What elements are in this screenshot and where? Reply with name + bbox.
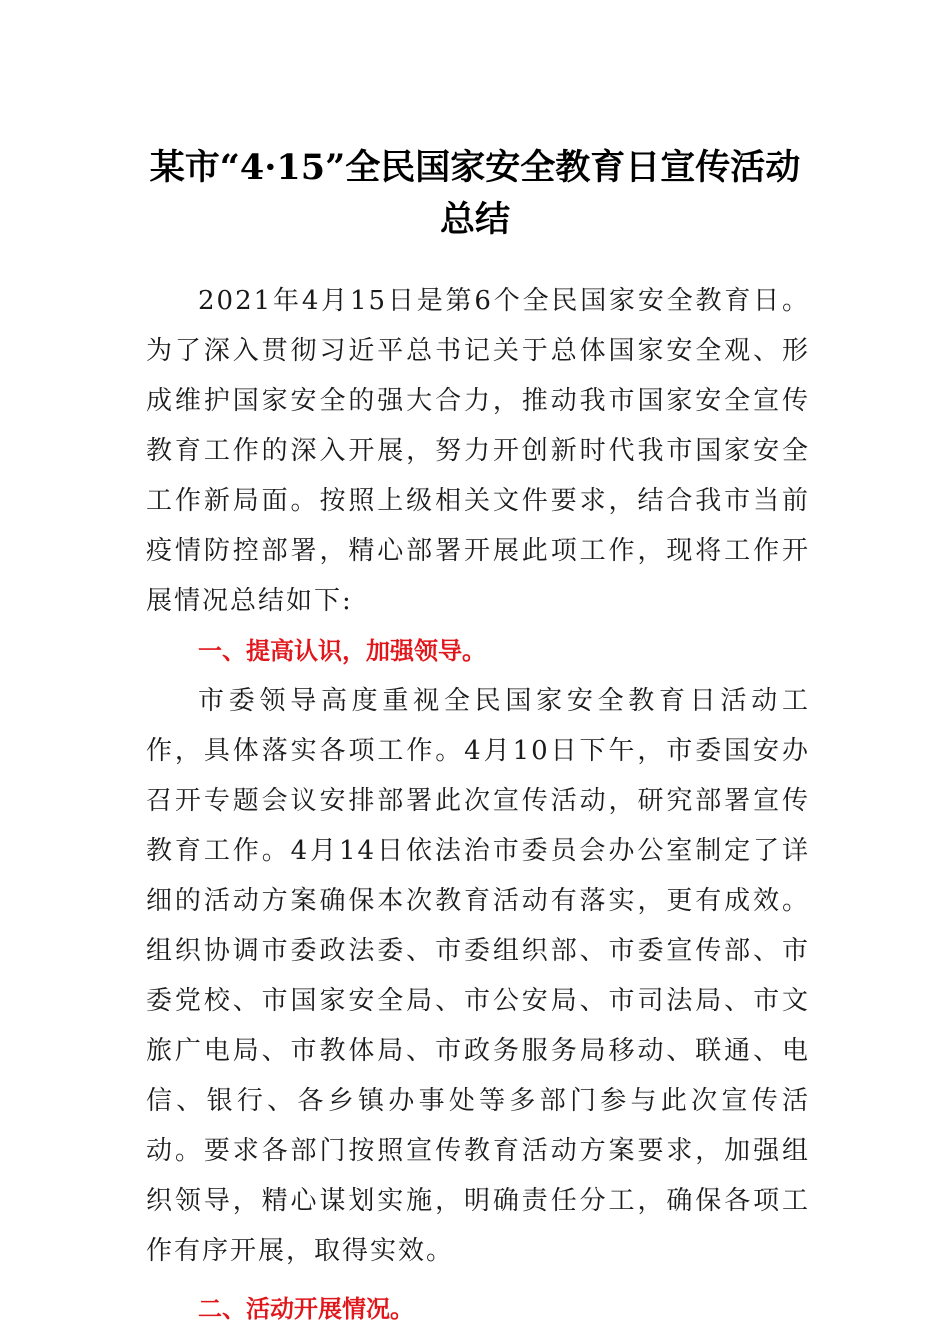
document-title: 某市“4·15”全民国家安全教育日宣传活动总结 [149, 147, 801, 240]
intro-paragraph: 2021年4月15日是第6个全民国家安全教育日。为了深入贯彻习近平总书记关于总体国家安全观、形成维护国家安全的强大合力，推动我市国家安全宣传教育工作的深入开展，努力开创新时代我市国家安全工作新局面。按照上级相关文件要求，结合我市当前疫情防控部署，精心部署开展此项工作，现将工作开展情况总结如下: [146, 286, 810, 616]
document-body [146, 276, 810, 1334]
section-1-paragraph: 市委领导高度重视全民国家安全教育日活动工作，具体落实各项工作。4月10日下午，市委国安办召开专题会议安排部署此次宣传活动，研究部署宣传教育工作。4月14日依法治市委员会办公室制定了详细的活动方案确保本次教育活动有落实，更有成效。组织协调市委政法委、市委组织部、市委宣传部、市委党校、市国家安全局、市公安局、市司法局、市文旅广电局、市教体局、市政务服务局移动、联通、电信、银行、各乡镇办事处等多部门参与此次宣传活动。要求各部门按照宣传教育活动方案要求，加强组织领导，精心谋划实施，明确责任分工，确保各项工作有序开展，取得实效。 [146, 686, 810, 1266]
section-heading-1: 一、提高认识，加强领导。 [198, 637, 486, 665]
section-heading-2: 二、活动开展情况。 [198, 1295, 414, 1323]
